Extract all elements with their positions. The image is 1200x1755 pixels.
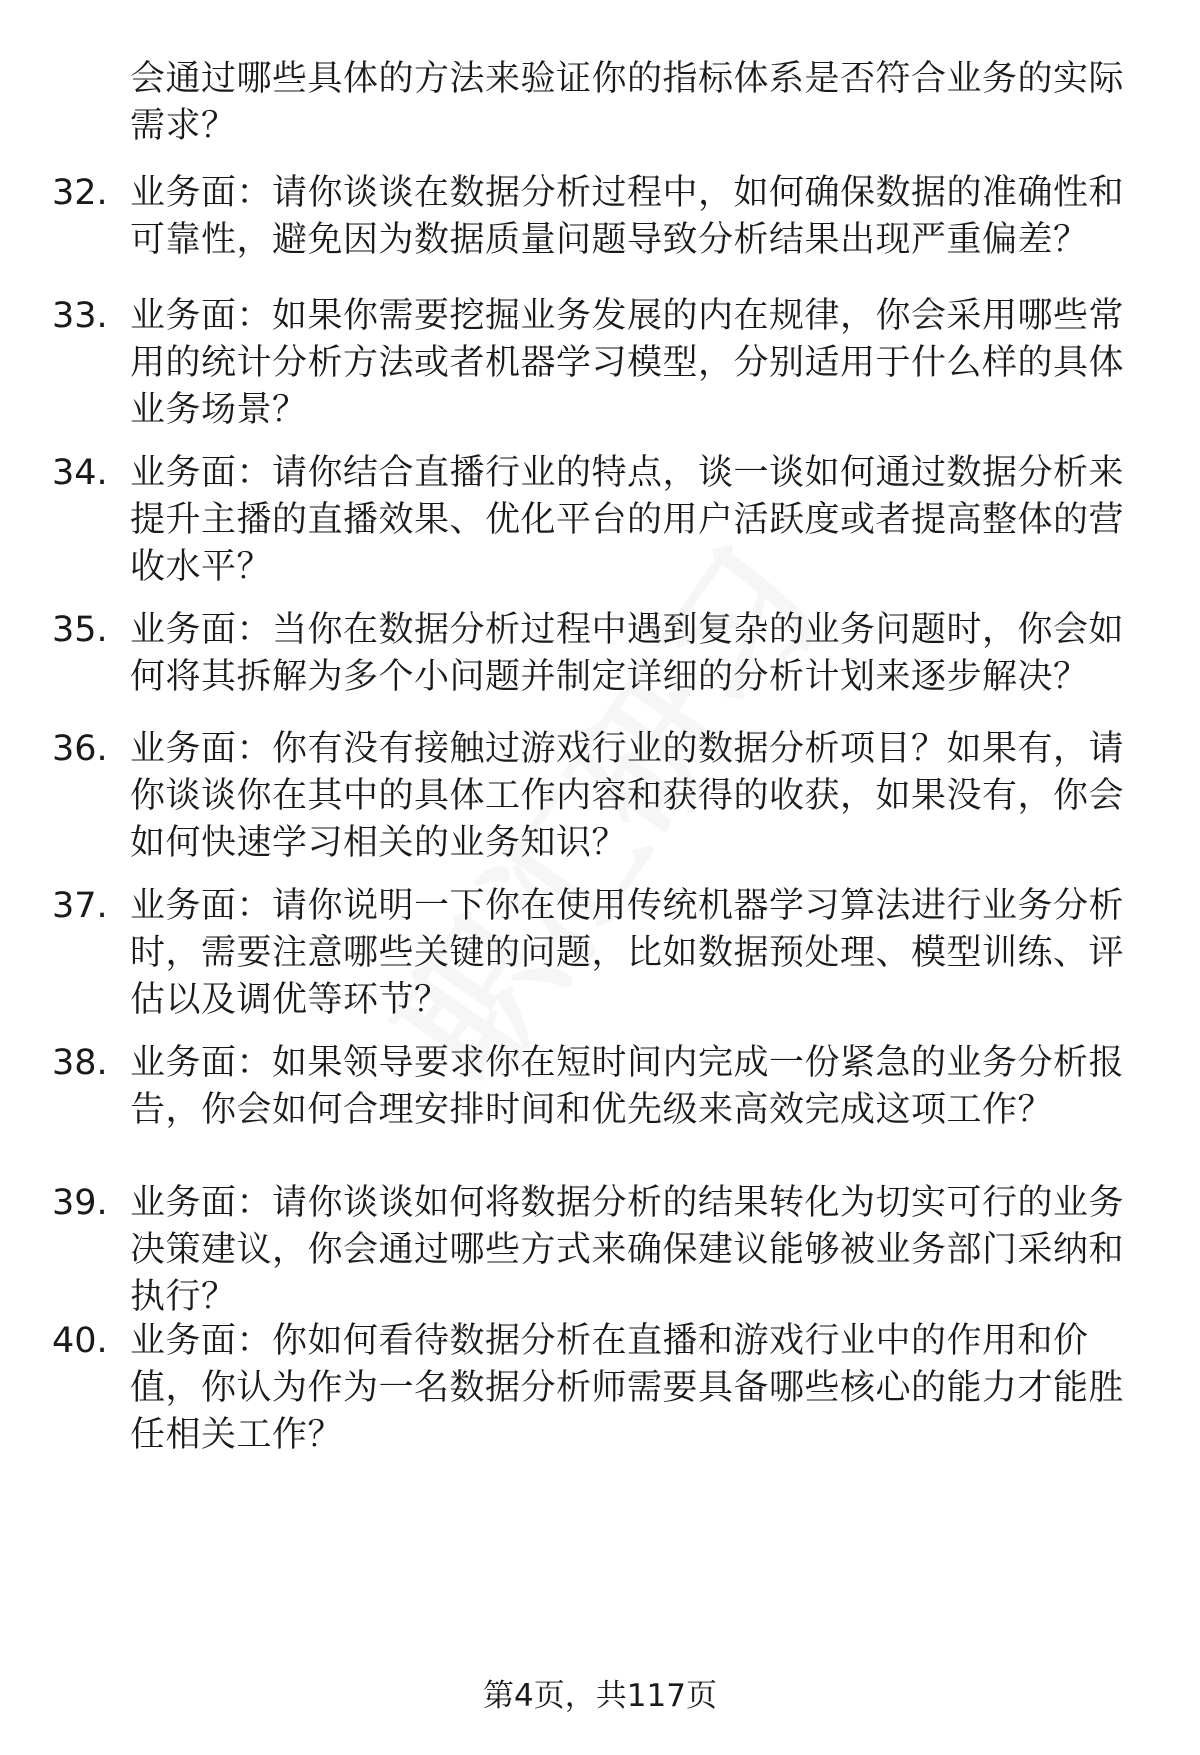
page-footer: 第4页，共117页 — [483, 1678, 717, 1714]
item-text: 业务面：请你说明一下你在使用传统机器学习算法进行业务分析时，需要注意哪些关键的问题，比如数据预处理、模型训练、评估以及调优等环节？ — [130, 886, 1125, 1020]
item-text: 业务面：如果你需要挖掘业务发展的内在规律，你会采用哪些常用的统计分析方法或者机器学习模型，分别适用于什么样的具体业务场景？ — [130, 296, 1125, 430]
continuation-paragraph: 会通过哪些具体的方法来验证你的指标体系是否符合业务的实际需求？ — [130, 59, 1125, 146]
item-number: 35. — [52, 610, 108, 650]
item-number: 33. — [52, 296, 108, 336]
item-text: 业务面：当你在数据分析过程中遇到复杂的业务问题时，你会如何将其拆解为多个小问题并制定详细的分析计划来逐步解决？ — [130, 610, 1125, 697]
item-text: 业务面：请你谈谈在数据分析过程中，如何确保数据的准确性和可靠性，避免因为数据质量问题导致分析结果出现严重偏差？ — [130, 173, 1125, 260]
item-text: 业务面：请你谈谈如何将数据分析的结果转化为切实可行的业务决策建议，你会通过哪些方式来确保建议能够被业务部门采纳和执行？ — [130, 1183, 1125, 1317]
item-text: 业务面：如果领导要求你在短时间内完成一份紧急的业务分析报告，你会如何合理安排时间和优先级来高效完成这项工作？ — [130, 1043, 1125, 1130]
item-number: 38. — [52, 1043, 108, 1083]
item-text: 业务面：请你结合直播行业的特点，谈一谈如何通过数据分析来提升主播的直播效果、优化平台的用户活跃度或者提高整体的营收水平？ — [130, 453, 1125, 587]
item-number: 40. — [52, 1321, 108, 1361]
item-number: 32. — [52, 173, 108, 213]
item-number: 39. — [52, 1183, 108, 1223]
item-number: 36. — [52, 729, 108, 769]
item-number: 34. — [52, 453, 108, 493]
item-text: 业务面：你如何看待数据分析在直播和游戏行业中的作用和价值，你认为作为一名数据分析师需要具备哪些核心的能力才能胜任相关工作？ — [130, 1321, 1125, 1455]
item-text: 业务面：你有没有接触过游戏行业的数据分析项目？如果有，请你谈谈你在其中的具体工作内容和获得的收获，如果没有，你会如何快速学习相关的业务知识？ — [130, 729, 1125, 863]
item-number: 37. — [52, 886, 108, 926]
